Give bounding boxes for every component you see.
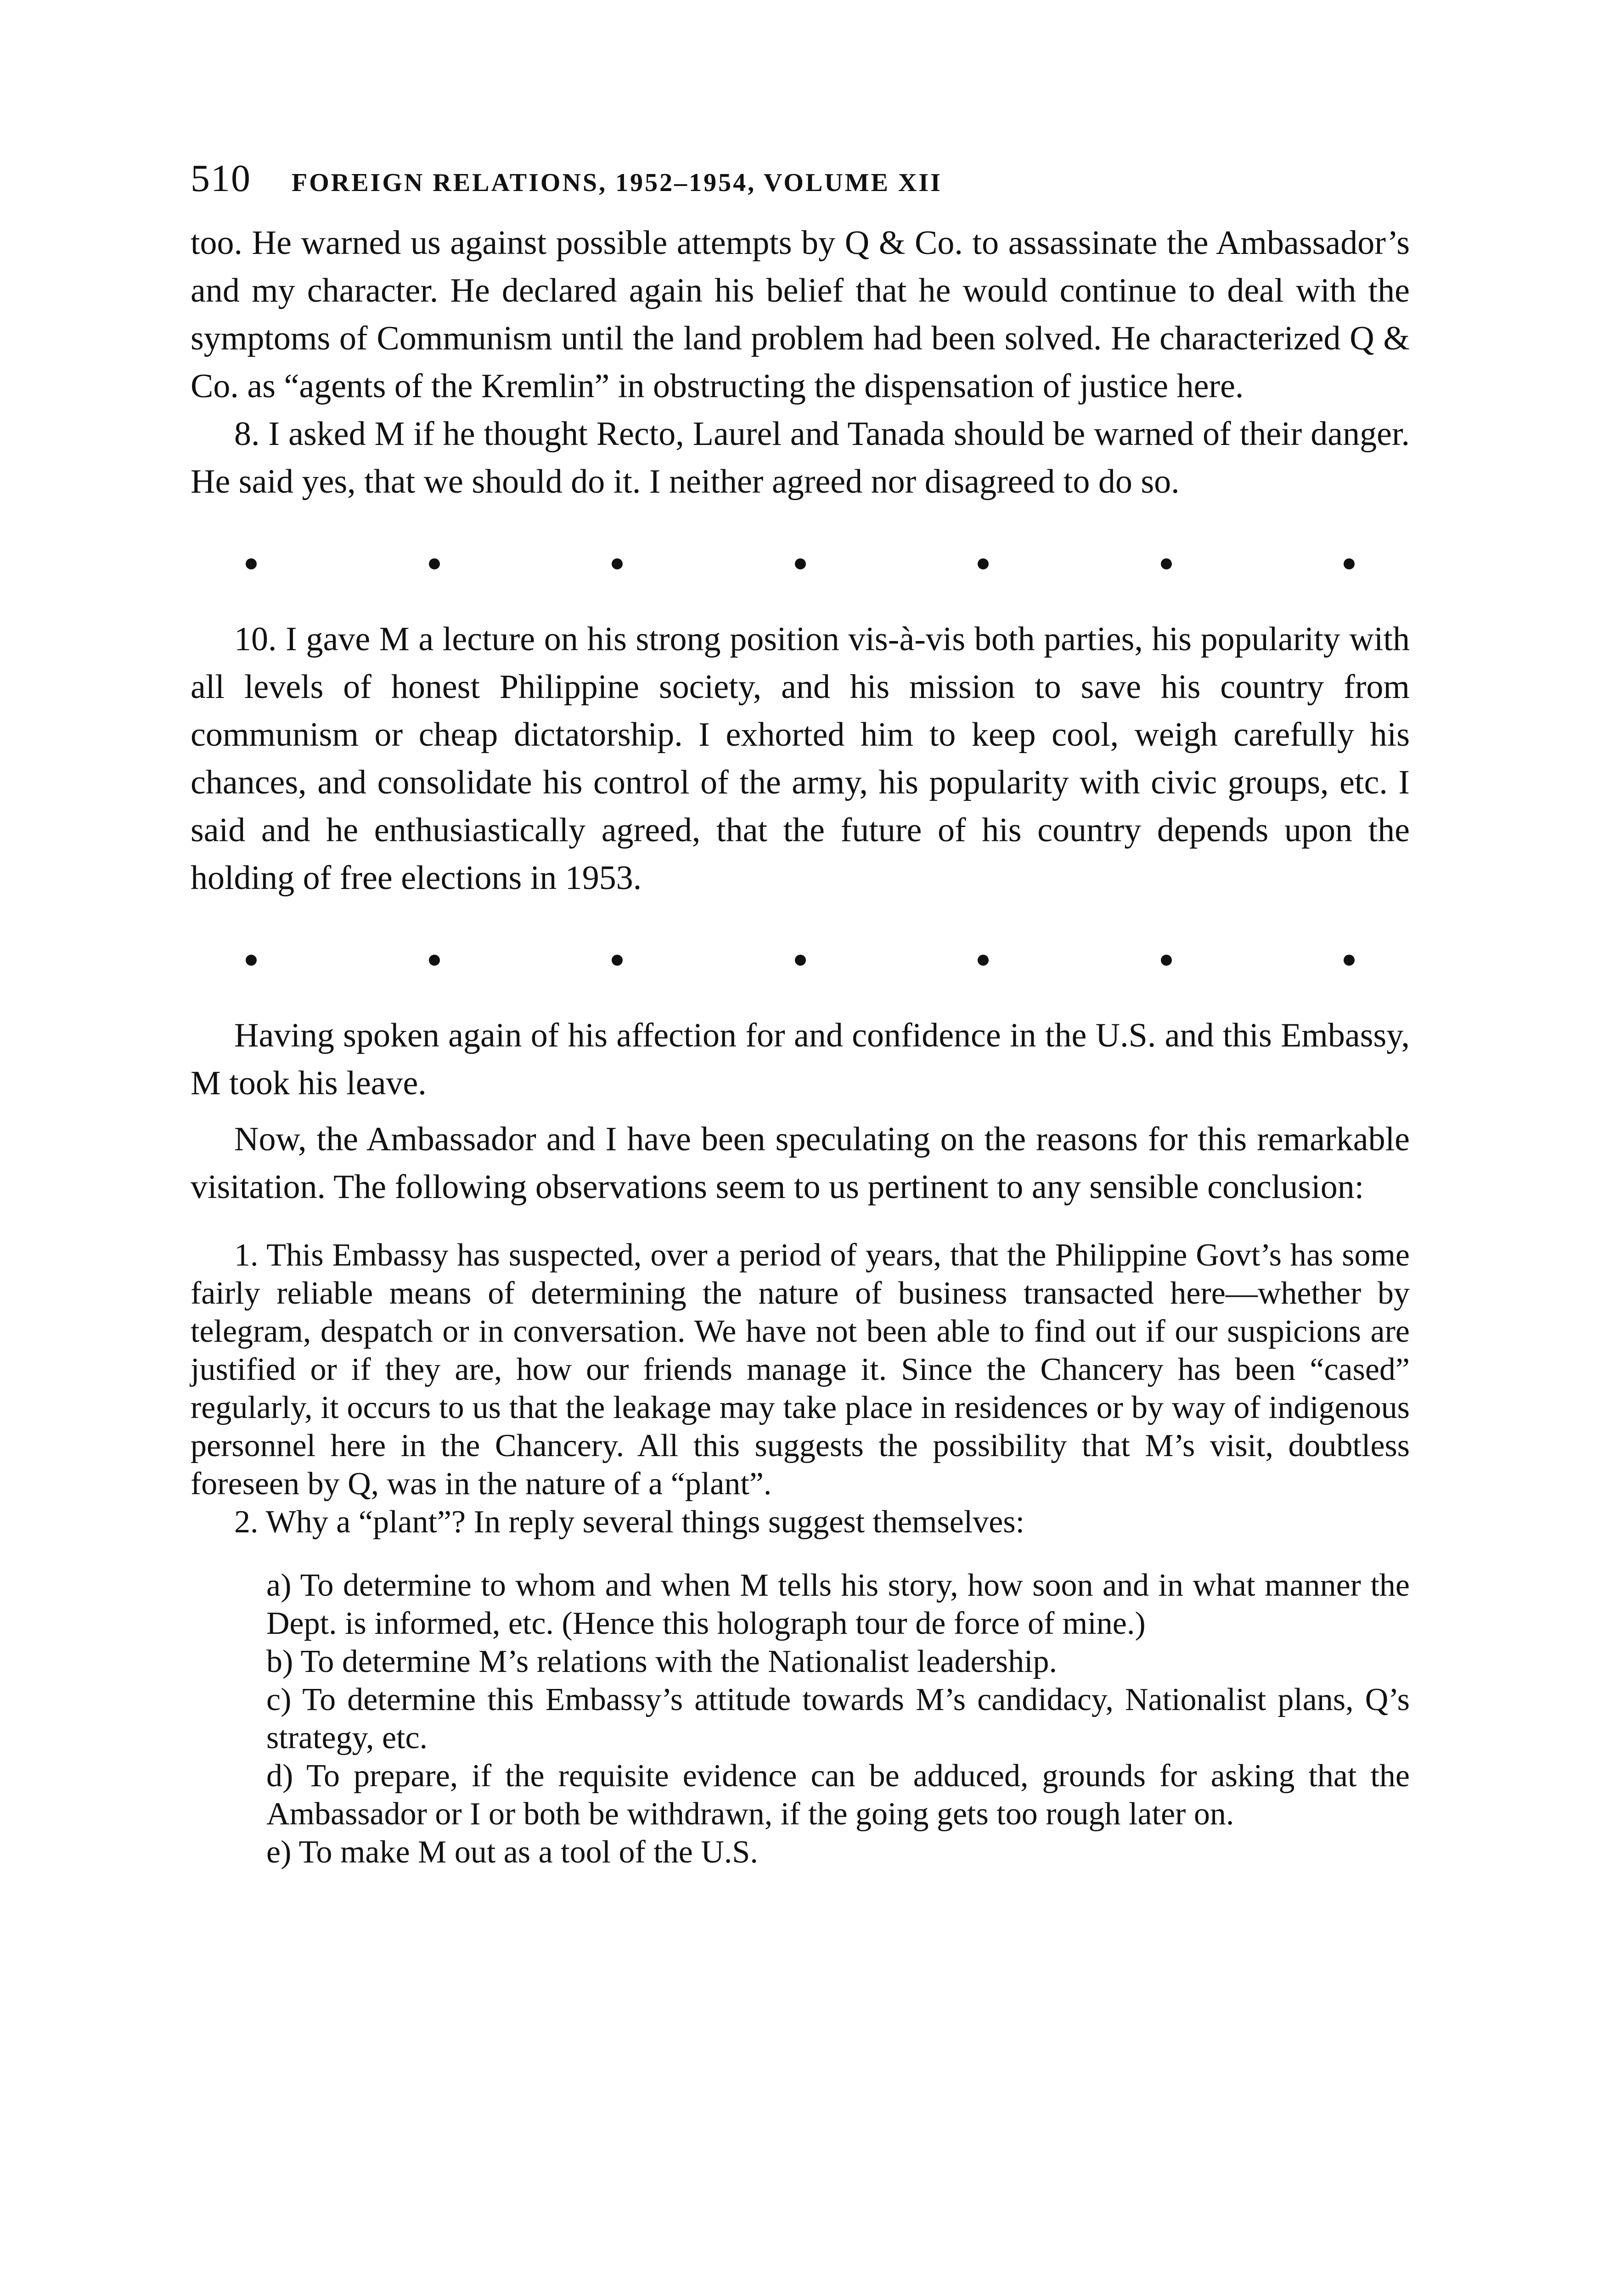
ellipsis-dot: [1344, 558, 1355, 569]
observation-2-item-b: b) To determine M’s relations with the Nationalist leadership.: [266, 1644, 1058, 1679]
observation-2-item-a: a) To determine to whom and when M tells his story, how soon and in what manner the Dept. is informed, etc. (Hence this holograph tour de force of mine.): [266, 1568, 1410, 1641]
observation-2-item-c: c) To determine this Embassy’s attitude towards M’s candidacy, Nationalist plans, Q’s strategy, etc.: [266, 1682, 1410, 1756]
ellipsis-dot: [795, 955, 806, 966]
observation-2: 2. Why a “plant”? In reply several things suggest themselves:: [234, 1504, 1025, 1540]
document-page: [191, 156, 1410, 1871]
ellipsis-dot: [246, 955, 257, 966]
ellipsis-divider: [191, 558, 1410, 569]
ellipsis-dot: [1161, 558, 1172, 569]
paragraph-speculation: Now, the Ambassador and I have been speculating on the reasons for this remarkable visitation. The following observations seem to us pertinent to any sensible conclusion:: [191, 1120, 1410, 1206]
ellipsis-dot: [612, 955, 623, 966]
paragraph-item-10: 10. I gave M a lecture on his strong position vis-à-vis both parties, his popularity with all levels of honest Philippine society, and his mission to save his country from communism or cheap dictatorship. I exhorted him to keep cool, weigh carefully his chances, and consolidate his control of the army, his popularity with civic groups, etc. I said and he enthusiastically agreed, that the future of his country depends upon the holding of free elections in 1953.: [191, 620, 1410, 897]
ellipsis-dot: [1344, 955, 1355, 966]
observation-2-item-d: d) To prepare, if the requisite evidence can be adduced, grounds for asking that the Ambassador or I or both be withdrawn, if the going gets too rough later on.: [266, 1758, 1410, 1832]
paragraph-continued: too. He warned us against possible attempts by Q & Co. to assassinate the Ambassador’s and my character. He declared again his belief that he would continue to deal with the symptoms of Communism until the land problem had been solved. He characterized Q & Co. as “agents of the Kremlin” in obstructing the dispensation of justice here.: [191, 224, 1410, 405]
observation-1: 1. This Embassy has suspected, over a period of years, that the Philippine Govt’s has some fairly reliable means of determining the nature of business transacted here—whether by telegram, despatch or in conversation. We have not been able to find out if our suspicions are justified or if they are, how our friends manage it. Since the Chancery has been “cased” regularly, it occurs to us that the leakage may take place in residences or by way of indigenous personnel here in the Chancery. All this suggests the possibility that M’s visit, doubtless foreseen by Q, was in the nature of a “plant”.: [191, 1238, 1410, 1502]
paragraph-farewell: Having spoken again of his affection for and confidence in the U.S. and this Embassy, M took his leave.: [191, 1017, 1410, 1102]
page-header: [191, 156, 1410, 201]
ellipsis-dot: [978, 955, 989, 966]
ellipsis-dot: [612, 558, 623, 569]
running-head: FOREIGN RELATIONS, 1952–1954, VOLUME XII: [292, 169, 942, 197]
page-number: 510: [191, 157, 251, 200]
ellipsis-dot: [429, 955, 440, 966]
ellipsis-dot: [795, 558, 806, 569]
ellipsis-divider: [191, 955, 1410, 966]
paragraph-item-8: 8. I asked M if he thought Recto, Laurel and Tanada should be warned of their danger. He said yes, that we should do it. I neither agreed nor disagreed to do so.: [191, 415, 1410, 501]
observation-2-item-e: e) To make M out as a tool of the U.S.: [266, 1835, 758, 1870]
ellipsis-dot: [429, 558, 440, 569]
ellipsis-dot: [246, 558, 257, 569]
ellipsis-dot: [1161, 955, 1172, 966]
ellipsis-dot: [978, 558, 989, 569]
